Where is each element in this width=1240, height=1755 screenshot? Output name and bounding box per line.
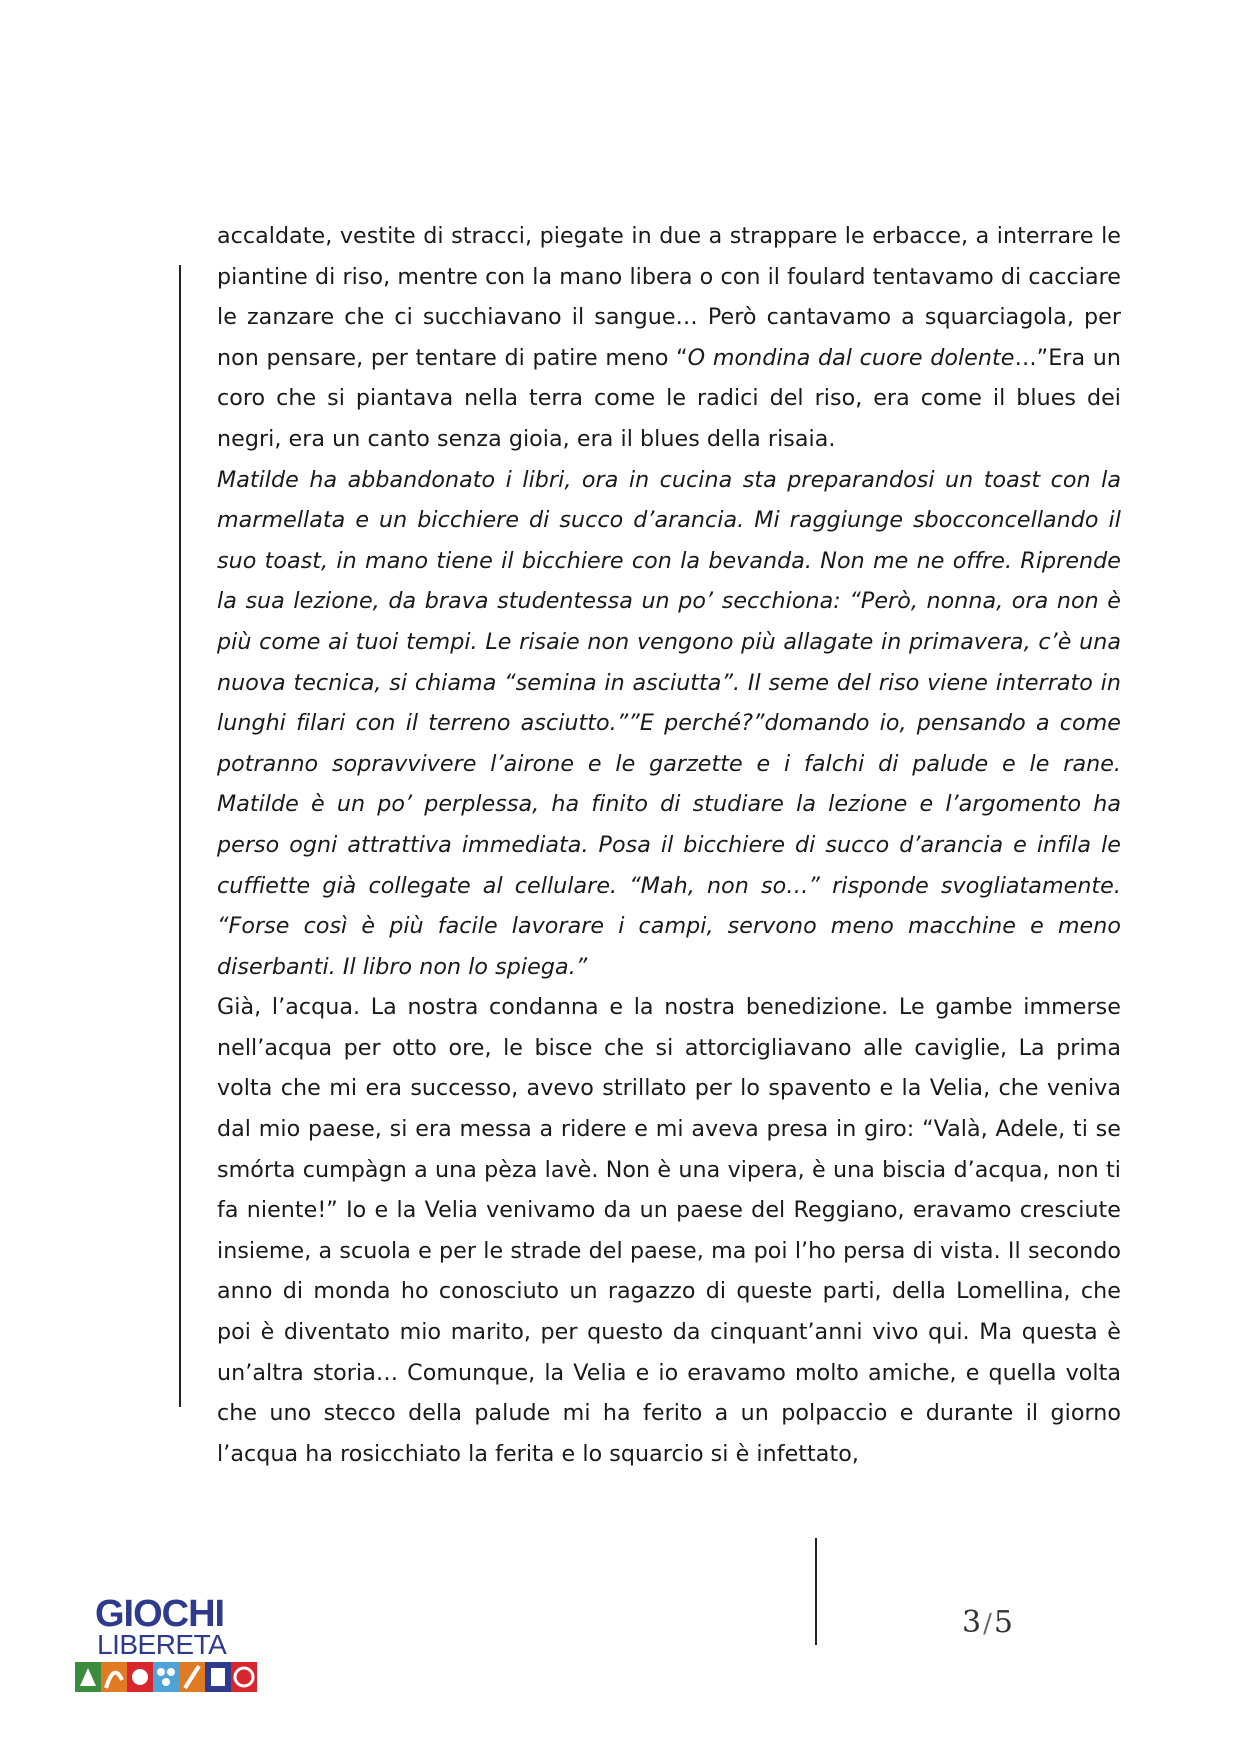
paragraph-1-text: accaldate, vestite di stracci, piegate in due a strappare le erbacce, a interrare le piantine di riso, mentre con la mano libera o con il foulard tentavamo di cacciare le zanzare che ci succhiavano il sangue… Però cantavamo a squarciagola, per non pensare, per tentare di patire meno “O mondina dal cuore dolente…”Era un coro che si piantava nella terra come le radici del riso, era come il blues dei negri, era un canto senza gioia, era il blues della risaia. — [217, 223, 1121, 452]
song-quote: O mondina dal cuore dolente — [687, 344, 1015, 371]
document-body — [217, 216, 1121, 1474]
paragraph-3 — [217, 987, 1121, 1474]
page-separator: / — [983, 1609, 992, 1639]
paragraph-1 — [217, 216, 1121, 460]
paragraph-3-text: Già, l’acqua. La nostra condanna e la nostra benedizione. Le gambe immerse nell’acqua per otto ore, le bisce che si attorcigliavano alle caviglie, La prima volta che mi era successo, avevo strillato per lo spavento e la Velia, che veniva dal mio paese, si era messa a ridere e mi aveva presa in giro: “Valà, Adele, ti se smórta cumpàgn a una pèza lavè. Non è una vipera, è una biscia d’acqua, non ti fa niente!” Io e la Velia venivamo da un paese del Reggiano, eravamo cresciute insieme, a scuola e per le strade del paese, ma poi l’ho persa di vista. Il secondo anno di monda ho conosciuto un ragazzo di queste parti, della Lomellina, che poi è diventato mio marito, per questo da cinquant’anni vivo qui. Ma questa è un’altra storia… Comunque, la Velia e io eravamo molto amiche, e quella volta che uno stecco della palude mi ha ferito a un polpaccio e durante il giorno l’acqua ha rosicchiato la ferita e lo squarcio si è infettato, — [217, 994, 1121, 1467]
left-margin-rule — [179, 265, 181, 1407]
giochi-liberetà-logo — [75, 1590, 290, 1695]
logo-icon-strip — [75, 1662, 257, 1692]
paragraph-2 — [217, 460, 1121, 988]
paragraph-2-text: Matilde ha abbandonato i libri, ora in cucina sta preparandosi un toast con la marmellata e un bicchiere di succo d’arancia. Mi raggiunge sbocconcellando il suo toast, in mano tiene il bicchiere con la bevanda. Non me ne offre. Riprende la sua lezione, da brava studentessa un po’ secchiona: “Però, nonna, ora non è più come ai tuoi tempi. Le risaie non vengono più allagate in primavera, c’è una nuova tecnica, si chiama “semina in asciutta”. Il seme del riso viene interrato in lunghi filari con il terreno asciutto.””E perché?”domando io, pensando a come potranno sopravvivere l’airone e le garzette e i falchi di palude e le rane. Matilde è un po’ perplessa, ha finito di studiare la lezione e l’argomento ha perso ogni attrattiva immediata. Posa il bicchiere di succo d’arancia e infila le cuffiette già collegate al cellulare. “Mah, non so…” risponde svogliatamente. “Forse così è più facile lavorare i campi, servono meno macchine e meno diserbanti. Il libro non lo spiega.” — [217, 466, 1121, 980]
logo-line1: GIOCHI — [95, 1593, 225, 1635]
logo-line2: LIBERETA — [97, 1629, 227, 1660]
footer-divider — [815, 1538, 817, 1645]
page-total: 5 — [993, 1605, 1013, 1640]
page-current: 3 — [962, 1605, 982, 1640]
page-number — [962, 1605, 1013, 1640]
